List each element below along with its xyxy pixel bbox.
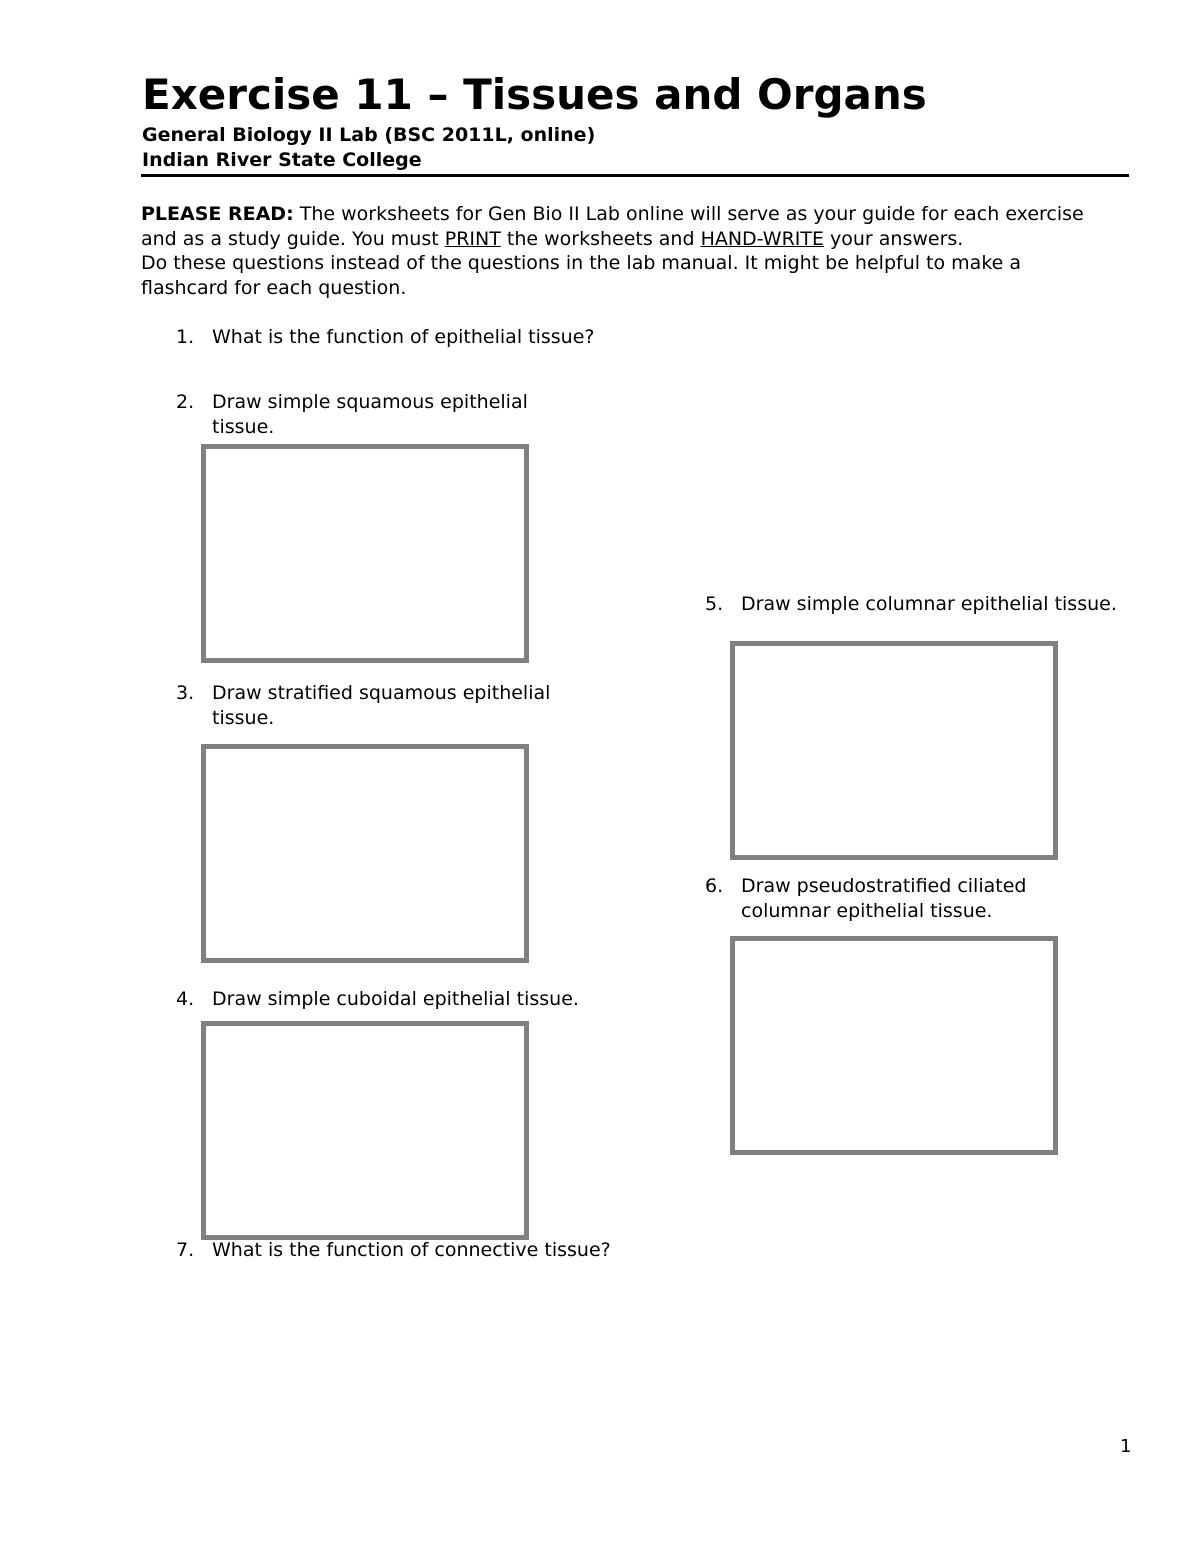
question-text: Draw pseudostratified ciliated columnar epithelial tissue. [741,875,1027,922]
question-6 [705,874,1145,926]
instructions-line-4: flashcard for each question. [141,276,407,299]
drawing-box-stratified-squamous[interactable] [201,744,529,963]
question-text: What is the function of connective tissue? [212,1239,611,1261]
question-text: Draw simple columnar epithelial tissue. [741,593,1117,615]
question-number: 4. [176,988,195,1010]
question-number: 7. [176,1239,195,1261]
please-read-label: PLEASE READ: [141,203,294,225]
question-text: Draw simple squamous epithelial tissue. [212,391,528,438]
drawing-box-simple-columnar[interactable] [730,641,1058,860]
handwrite-emphasis: HAND-WRITE [700,227,824,250]
question-4 [176,987,656,1017]
question-text: Draw simple cuboidal epithelial tissue. [212,988,579,1010]
question-2 [176,390,596,442]
institution-subtitle: Indian River State College [142,149,422,171]
header-divider [141,174,1129,177]
drawing-box-simple-cuboidal[interactable] [201,1021,529,1240]
drawing-box-pseudostratified[interactable] [730,936,1058,1155]
page-title: Exercise 11 – Tissues and Organs [142,70,927,119]
question-number: 2. [176,391,195,413]
course-subtitle: General Biology II Lab (BSC 2011L, online) [142,124,596,146]
question-number: 1. [176,326,195,348]
instructions-line-2: and as a study guide. You must PRINT the worksheets and HAND-WRITE your answers. [141,227,964,250]
question-number: 6. [705,875,724,897]
question-number: 5. [705,593,724,615]
drawing-box-simple-squamous[interactable] [201,444,529,663]
page-number: 1 [1120,1436,1132,1457]
question-1 [176,325,676,355]
question-3 [176,681,596,733]
question-text: What is the function of epithelial tissue? [212,326,595,348]
instructions-paragraph [141,202,1131,300]
instructions-line-3: Do these questions instead of the questions in the lab manual. It might be helpful to make a [141,252,1022,274]
question-text: Draw stratified squamous epithelial tissue. [212,682,551,729]
question-7 [176,1238,696,1268]
instructions-line-1: PLEASE READ: The worksheets for Gen Bio II Lab online will serve as your guide for each exercise [141,203,1084,225]
question-number: 3. [176,682,195,704]
print-emphasis: PRINT [444,227,501,250]
question-5 [705,592,1145,622]
